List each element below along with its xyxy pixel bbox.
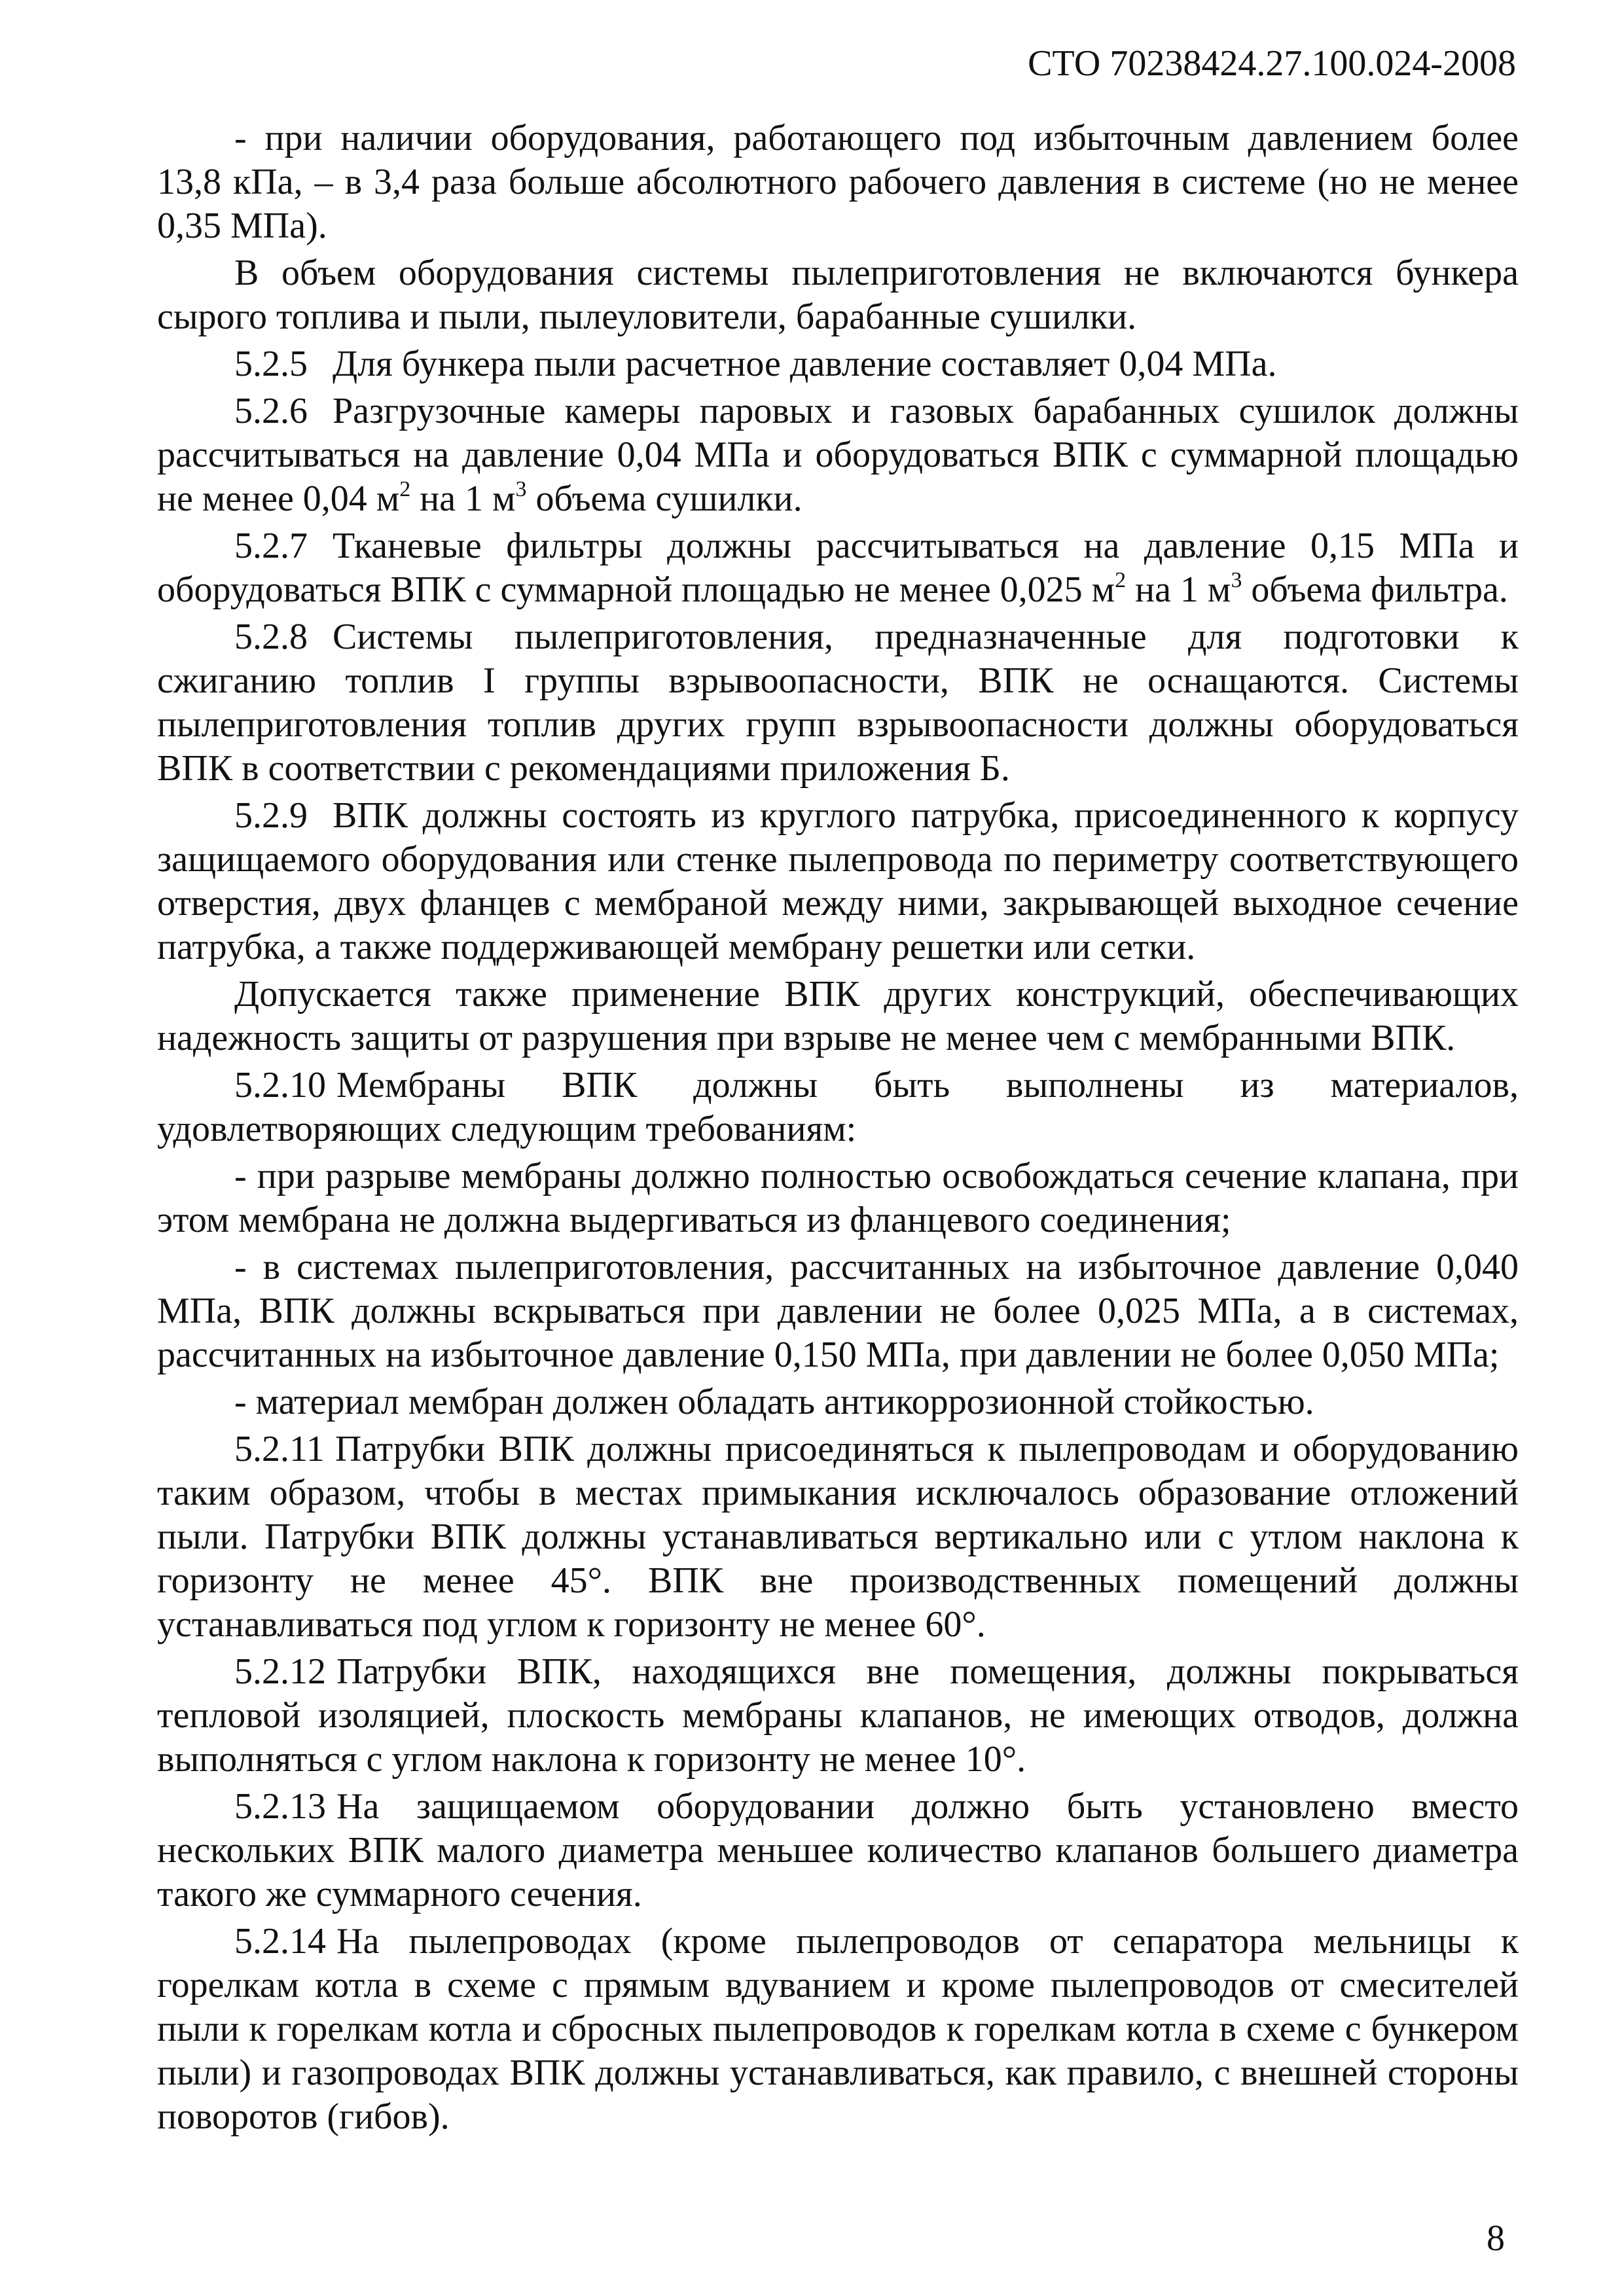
superscript: 3 bbox=[1231, 568, 1242, 593]
paragraph-text: Допускается также применение ВПК других конструкций, обеспечивающих надежность защиты от разрушения при взрыве не менее чем с мембранными ВПК. bbox=[157, 974, 1519, 1058]
page-number: 8 bbox=[1487, 2218, 1505, 2259]
body-paragraph bbox=[157, 251, 1519, 339]
paragraph-text: объема фильтра. bbox=[1242, 569, 1508, 610]
superscript: 3 bbox=[515, 477, 527, 502]
paragraph-text: Разгрузочные камеры паровых и газовых барабанных сушилок должны рассчитываться на давление 0,04 МПа и оборудоваться ВПК с суммарной площадью не менее 0,04 м bbox=[157, 391, 1519, 519]
clause-paragraph bbox=[157, 389, 1519, 521]
paragraph-text: Тканевые фильтры должны рассчитываться на давление 0,15 МПа и оборудоваться ВПК с суммарной площадью не менее 0,025 м bbox=[157, 526, 1519, 610]
standard-code-header: СТО 70238424.27.100.024-2008 bbox=[1028, 43, 1516, 84]
clause-number: 5.2.13 bbox=[234, 1786, 326, 1827]
paragraph-text: - материал мембран должен обладать антикоррозионной стойкостью. bbox=[234, 1382, 1314, 1422]
clause-paragraph bbox=[157, 1064, 1519, 1151]
paragraph-text: На защищаемом оборудовании должно быть установлено вместо нескольких ВПК малого диаметра меньшее количество клапанов большего диаметра такого же суммарного сечения. bbox=[157, 1786, 1519, 1914]
document-body bbox=[157, 117, 1519, 2142]
superscript: 2 bbox=[399, 477, 411, 502]
clause-number: 5.2.7 bbox=[234, 526, 308, 566]
paragraph-text: - в системах пылеприготовления, рассчитанных на избыточное давление 0,040 МПа, ВПК должны вскрываться при давлении не более 0,025 МПа, а в системах, рассчитанных на избыточное давление 0,150 МПа, при давлении не более 0,050 МПа; bbox=[157, 1247, 1519, 1375]
paragraph-text: Патрубки ВПК, находящихся вне помещения, должны покрываться тепловой изоляцией, плоскость мембраны клапанов, не имеющих отводов, должна выполняться с углом наклона к горизонту не менее 10°. bbox=[157, 1651, 1519, 1780]
body-paragraph bbox=[157, 973, 1519, 1060]
body-paragraph bbox=[157, 1380, 1519, 1424]
clause-number: 5.2.11 bbox=[234, 1429, 325, 1469]
paragraph-text: на 1 м bbox=[410, 478, 516, 519]
clause-paragraph bbox=[157, 1427, 1519, 1647]
clause-number: 5.2.12 bbox=[234, 1651, 326, 1692]
clause-number: 5.2.10 bbox=[234, 1065, 326, 1105]
clause-number: 5.2.6 bbox=[234, 391, 308, 431]
paragraph-text: Для бункера пыли расчетное давление составляет 0,04 МПа. bbox=[333, 344, 1277, 384]
clause-number: 5.2.8 bbox=[234, 617, 308, 657]
clause-paragraph bbox=[157, 1920, 1519, 2139]
paragraph-text: объема сушилки. bbox=[526, 478, 803, 519]
clause-paragraph bbox=[157, 615, 1519, 791]
body-paragraph bbox=[157, 1246, 1519, 1377]
paragraph-text: - при наличии оборудования, работающего под избыточным давлением более 13,8 кПа, – в 3,4 раза больше абсолютного рабочего давления в системе (но не менее 0,35 МПа). bbox=[157, 118, 1519, 246]
paragraph-text: Системы пылеприготовления, предназначенные для подготовки к сжиганию топлив I группы взрывоопасности, ВПК не оснащаются. Системы пылеприготовления топлив других групп взрывоопасности должны оборудоваться ВПК в соответствии с рекомендациями приложения Б. bbox=[157, 617, 1519, 789]
body-paragraph bbox=[157, 1155, 1519, 1242]
superscript: 2 bbox=[1115, 568, 1127, 593]
clause-paragraph bbox=[157, 794, 1519, 969]
paragraph-text: Патрубки ВПК должны присоединяться к пылепроводам и оборудованию таким образом, чтобы в местах примыкания исключалось образование отложений пыли. Патрубки ВПК должны устанавливаться вертикально или с утлом наклона к горизонту не менее 45°. ВПК вне производственных помещений должны устанавливаться под углом к горизонту не менее 60°. bbox=[157, 1429, 1519, 1645]
clause-number: 5.2.9 bbox=[234, 795, 308, 836]
clause-paragraph bbox=[157, 1650, 1519, 1782]
clause-paragraph bbox=[157, 524, 1519, 612]
clause-number: 5.2.14 bbox=[234, 1921, 326, 1962]
paragraph-text: Мембраны ВПК должны быть выполнены из материалов, удовлетворяющих следующим требованиям: bbox=[157, 1065, 1519, 1149]
paragraph-text: - при разрыве мембраны должно полностью освобождаться сечение клапана, при этом мембрана не должна выдергиваться из фланцевого соединения; bbox=[157, 1156, 1519, 1240]
paragraph-text: На пылепроводах (кроме пылепроводов от сепаратора мельницы к горелкам котла в схеме с прямым вдуванием и кроме пылепроводов от смесителей пыли к горелкам котла и сбросных пылепроводов к горелкам котла в схеме с бункером пыли) и газопроводах ВПК должны устанавливаться, как правило, с внешней стороны поворотов (гибов). bbox=[157, 1921, 1519, 2137]
body-paragraph bbox=[157, 117, 1519, 248]
clause-paragraph bbox=[157, 342, 1519, 386]
clause-number: 5.2.5 bbox=[234, 344, 308, 384]
paragraph-text: на 1 м bbox=[1126, 569, 1231, 610]
clause-paragraph bbox=[157, 1785, 1519, 1916]
paragraph-text: ВПК должны состоять из круглого патрубка, присоединенного к корпусу защищаемого оборудования или стенке пылепровода по периметру соответствующего отверстия, двух фланцев с мембраной между ними, закрывающей выходное сечение патрубка, а также поддерживающей мембрану решетки или сетки. bbox=[157, 795, 1519, 967]
paragraph-text: В объем оборудования системы пылеприготовления не включаются бункера сырого топлива и пыли, пылеуловители, барабанные сушилки. bbox=[157, 253, 1519, 337]
